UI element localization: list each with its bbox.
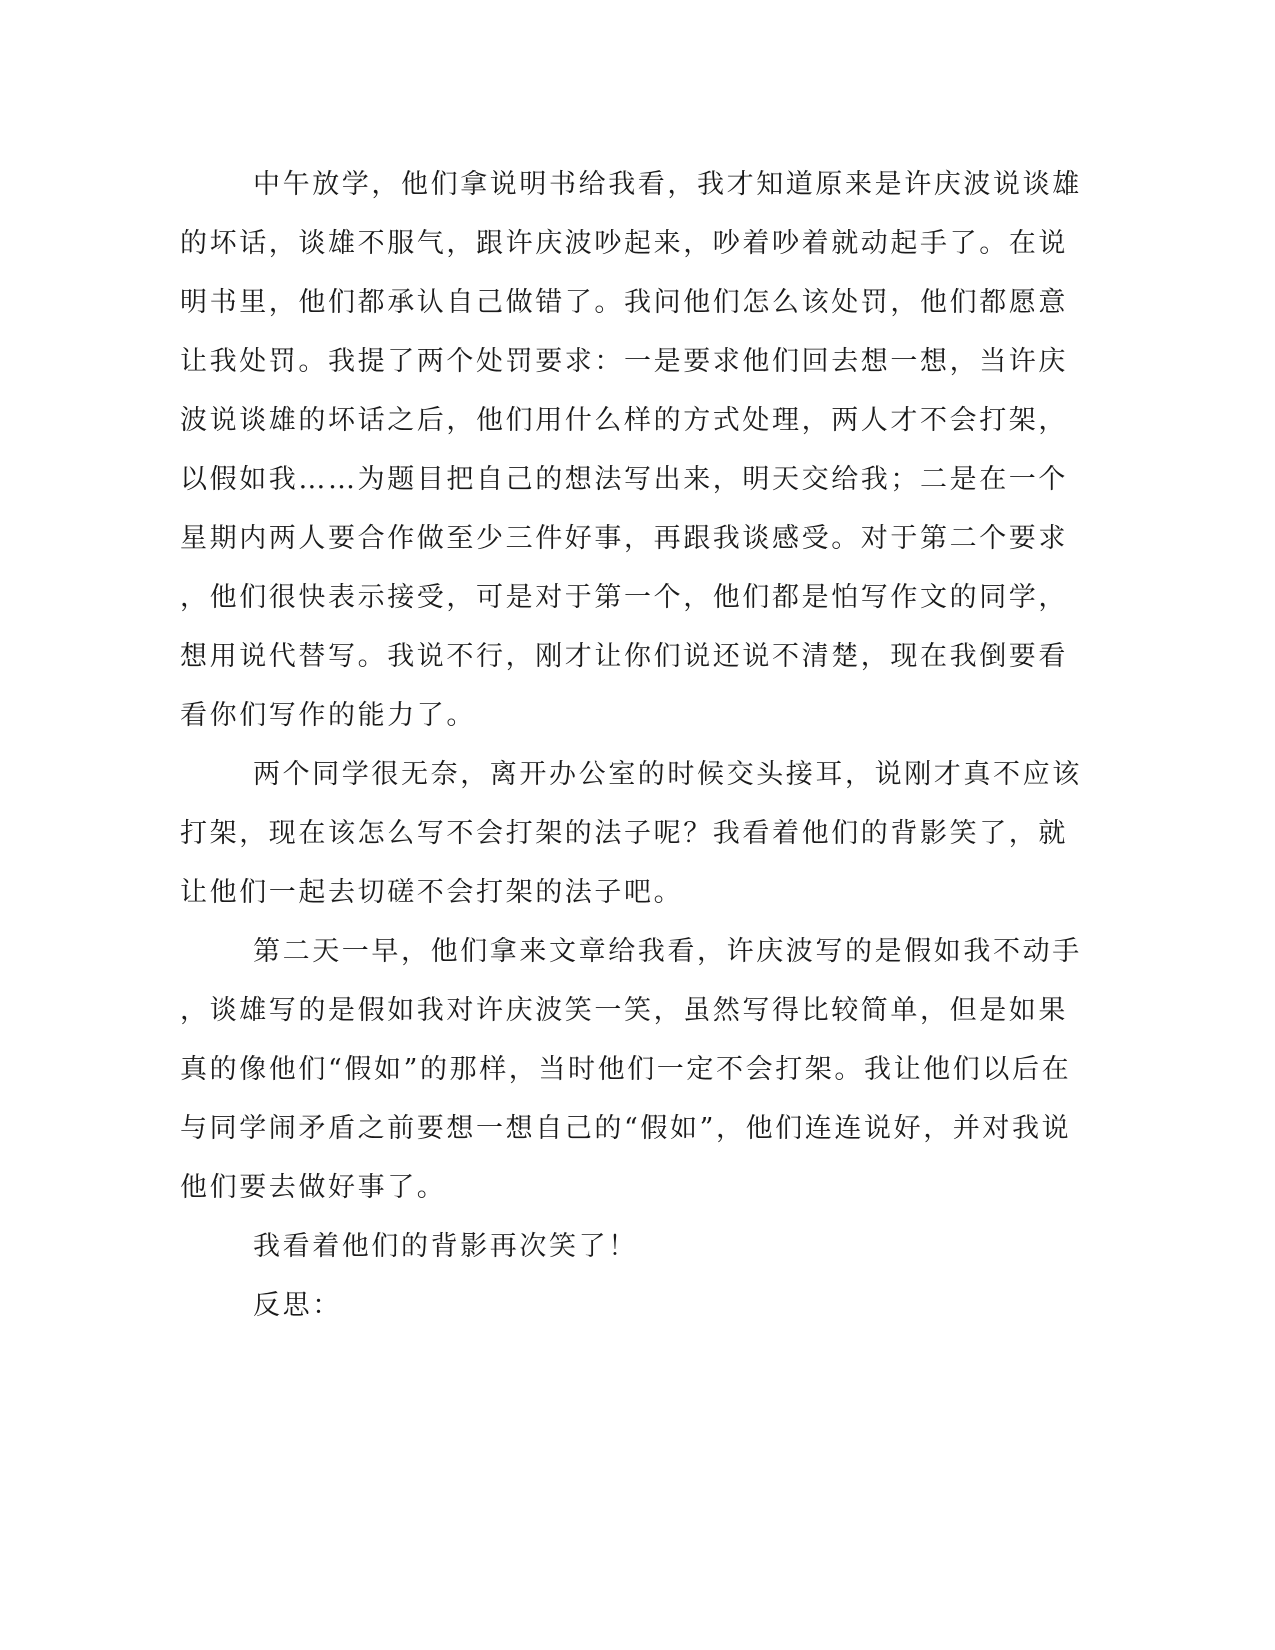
text-line: 他们要去做好事了。: [180, 1172, 447, 1203]
text-line: 两个同学很无奈，离开办公室的时候交头接耳，说刚才真不应该: [253, 759, 1082, 790]
text-line: 以假如我……为题目把自己的想法写出来，明天交给我；二是在一个: [180, 464, 1068, 495]
text-line: 的坏话，谈雄不服气，跟许庆波吵起来，吵着吵着就动起手了。在说: [180, 228, 1068, 259]
text-line: ，谈雄写的是假如我对许庆波笑一笑，虽然写得比较简单，但是如果: [180, 995, 1068, 1026]
body-text: [180, 155, 1082, 1335]
text-line: 让我处罚。我提了两个处罚要求：一是要求他们回去想一想，当许庆: [180, 346, 1068, 377]
text-line: 明书里，他们都承认自己做错了。我问他们怎么该处罚，他们都愿意: [180, 287, 1068, 318]
text-line: 与同学闹矛盾之前要想一想自己的“假如”，他们连连说好，并对我说: [180, 1113, 1072, 1144]
text-line: 想用说代替写。我说不行，刚才让你们说还说不清楚，现在我倒要看: [180, 641, 1068, 672]
text-line: ，他们很快表示接受，可是对于第一个，他们都是怕写作文的同学，: [180, 582, 1068, 613]
text-line: 星期内两人要合作做至少三件好事，再跟我谈感受。对于第二个要求: [180, 523, 1068, 554]
text-line: 让他们一起去切磋不会打架的法子吧。: [180, 877, 684, 908]
text-line: 真的像他们“假如”的那样，当时他们一定不会打架。我让他们以后在: [180, 1054, 1072, 1085]
text-line: 波说谈雄的坏话之后，他们用什么样的方式处理，两人才不会打架，: [180, 405, 1068, 436]
text-line: 看你们写作的能力了。: [180, 700, 476, 731]
text-line: 我看着他们的背影再次笑了！: [253, 1231, 638, 1262]
text-line: 中午放学，他们拿说明书给我看，我才知道原来是许庆波说谈雄: [253, 169, 1082, 200]
text-line: 反思：: [253, 1290, 342, 1321]
text-line: 打架，现在该怎么写不会打架的法子呢？我看着他们的背影笑了，就: [180, 818, 1068, 849]
text-line: 第二天一早，他们拿来文章给我看，许庆波写的是假如我不动手: [253, 936, 1082, 967]
